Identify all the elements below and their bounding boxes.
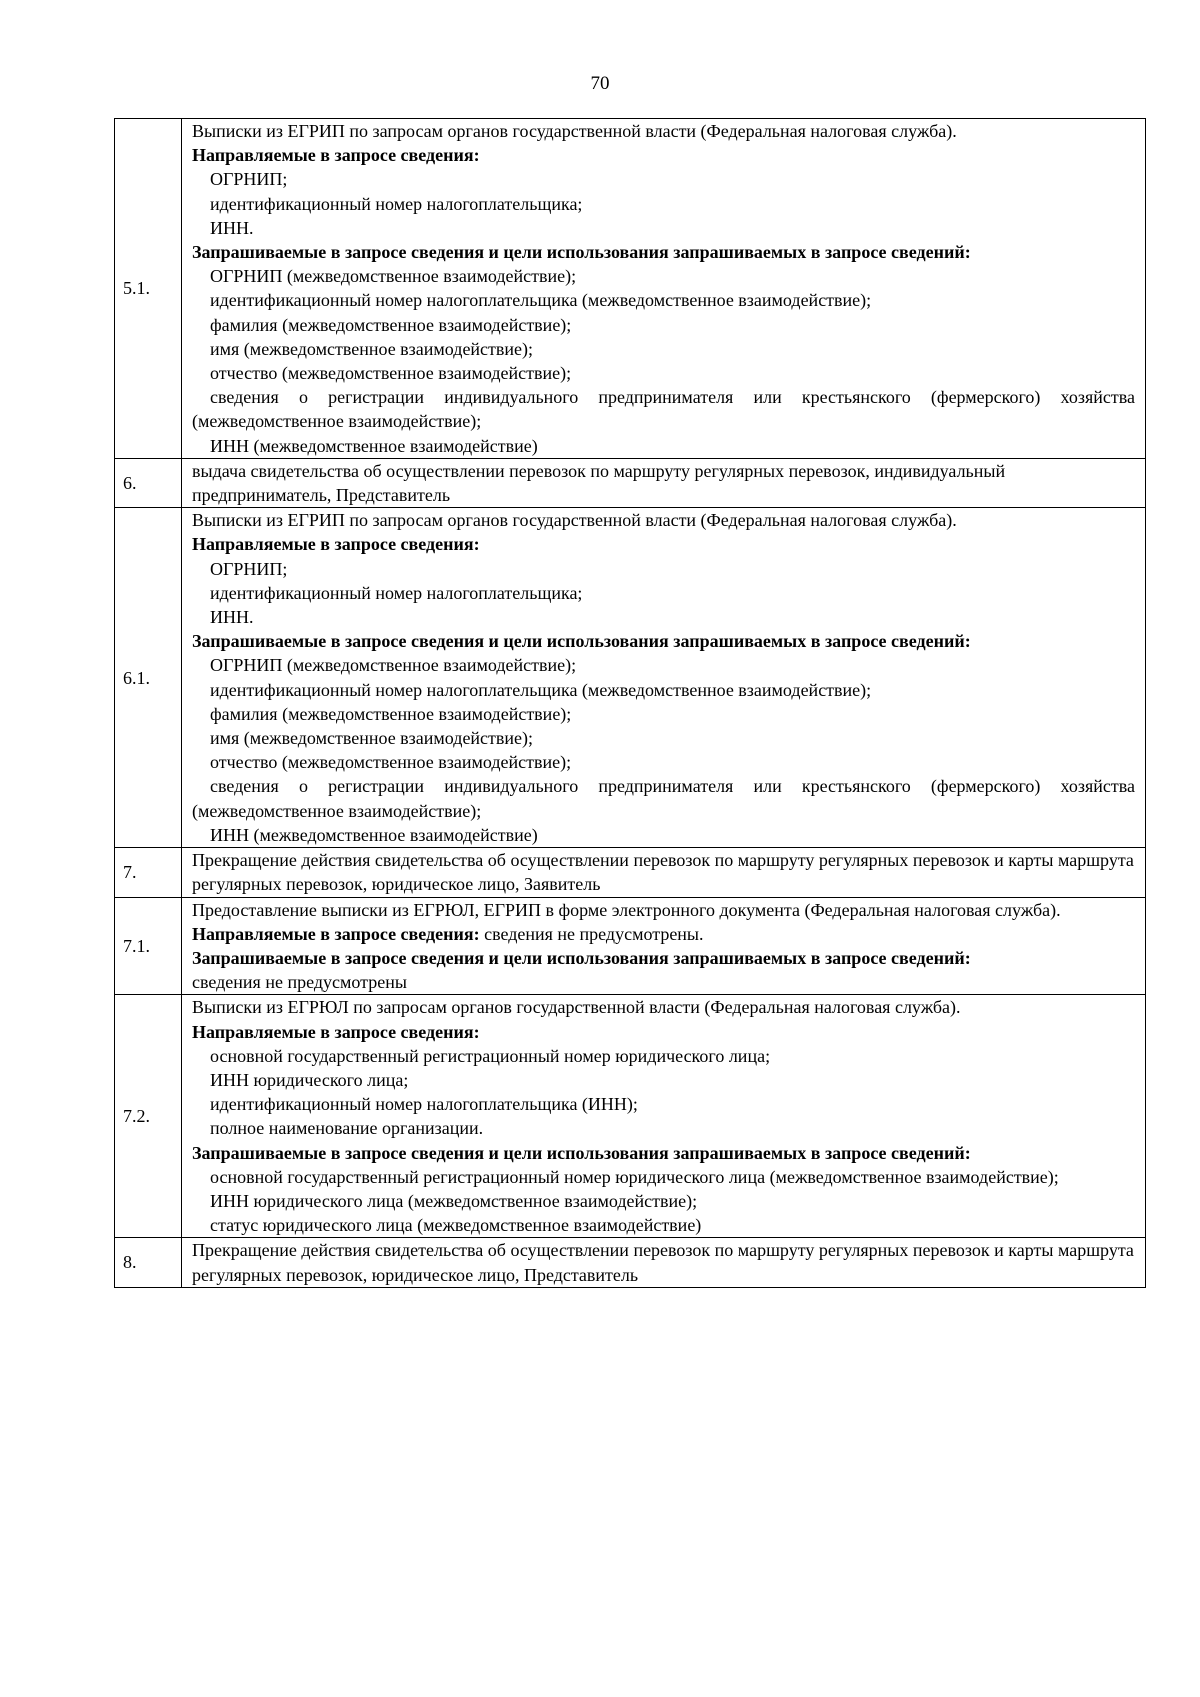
content-line xyxy=(192,922,1135,946)
content-line: Прекращение действия свидетельства об осуществлении перевозок по маршруту регулярных перевозок и карты маршрута регулярных перевозок, юридическое лицо, Представитель xyxy=(192,1240,1134,1285)
content-line: Предоставление выписки из ЕГРЮЛ, ЕГРИП в форме электронного документа (Федеральная налоговая служба). xyxy=(192,899,1061,920)
row-content xyxy=(182,848,1146,897)
row-number: 7.2. xyxy=(115,995,182,1238)
section-heading: Направляемые в запросе сведения: xyxy=(192,534,480,555)
content-line: сведения не предусмотрены xyxy=(192,972,407,993)
row-number: 7. xyxy=(115,848,182,897)
row-number: 8. xyxy=(115,1238,182,1287)
section-heading: Направляемые в запросе сведения: xyxy=(192,1021,480,1042)
row-number: 5.1. xyxy=(115,119,182,459)
content-line: Выписки из ЕГРИП по запросам органов государственной власти (Федеральная налоговая служба). xyxy=(192,510,957,531)
content-text: сведения не предусмотрены. xyxy=(484,923,704,944)
row-content xyxy=(182,1238,1146,1287)
table-body xyxy=(115,119,1146,1288)
row-number: 6.1. xyxy=(115,508,182,848)
list-item: идентификационный номер налогоплательщика (ИНН); xyxy=(210,1094,638,1115)
table-row xyxy=(115,458,1146,507)
list-item: ОГРНИП (межведомственное взаимодействие); xyxy=(210,266,577,287)
section-heading: Запрашиваемые в запросе сведения и цели использования запрашиваемых в запросе сведений: xyxy=(192,242,971,263)
list-item: ИНН. xyxy=(210,607,254,628)
content-line: Прекращение действия свидетельства об осуществлении перевозок по маршруту регулярных перевозок и карты маршрута регулярных перевозок, юридическое лицо, Заявитель xyxy=(192,850,1134,895)
page-number: 70 xyxy=(590,73,610,94)
list-item: ИНН (межведомственное взаимодействие) xyxy=(210,824,538,845)
list-item: идентификационный номер налогоплательщика; xyxy=(210,582,583,603)
table-row xyxy=(115,119,1146,459)
row-content xyxy=(182,508,1146,848)
section-heading: Запрашиваемые в запросе сведения и цели использования запрашиваемых в запросе сведений: xyxy=(192,631,971,652)
list-item: полное наименование организации. xyxy=(210,1118,484,1139)
table-row xyxy=(115,897,1146,995)
table-row xyxy=(115,848,1146,897)
content-line: Выписки из ЕГРЮЛ по запросам органов государственной власти (Федеральная налоговая служба). xyxy=(192,997,961,1018)
list-item: идентификационный номер налогоплательщика; xyxy=(210,193,583,214)
list-item: идентификационный номер налогоплательщика (межведомственное взаимодействие); xyxy=(210,290,872,311)
list-item: ОГРНИП (межведомственное взаимодействие); xyxy=(210,655,577,676)
row-number: 7.1. xyxy=(115,897,182,995)
list-item: ИНН юридического лица (межведомственное взаимодействие); xyxy=(210,1190,698,1211)
list-item: фамилия (межведомственное взаимодействие); xyxy=(210,314,572,335)
section-heading: Запрашиваемые в запросе сведения и цели использования запрашиваемых в запросе сведений: xyxy=(192,947,971,968)
requests-table xyxy=(114,118,1146,1288)
list-item: ИНН юридического лица; xyxy=(210,1069,409,1090)
section-heading: Запрашиваемые в запросе сведения и цели использования запрашиваемых в запросе сведений: xyxy=(192,1142,971,1163)
list-item: сведения о регистрации индивидуального предпринимателя или крестьянского (фермерского) хозяйства (межведомственное взаимодействие); xyxy=(192,776,1135,821)
list-item: ИНН. xyxy=(210,217,254,238)
list-item: фамилия (межведомственное взаимодействие); xyxy=(210,703,572,724)
list-item: сведения о регистрации индивидуального предпринимателя или крестьянского (фермерского) хозяйства (межведомственное взаимодействие); xyxy=(192,387,1135,432)
list-item: статус юридического лица (межведомственное взаимодействие) xyxy=(210,1215,702,1236)
list-item: отчество (межведомственное взаимодействие); xyxy=(210,363,572,384)
content-line: Выписки из ЕГРИП по запросам органов государственной власти (Федеральная налоговая служба). xyxy=(192,121,957,141)
table-row xyxy=(115,995,1146,1238)
list-item: основной государственный регистрационный номер юридического лица; xyxy=(210,1045,771,1066)
content-line: выдача свидетельства об осуществлении перевозок по маршруту регулярных перевозок, индивидуальный предприниматель, Представитель xyxy=(192,460,1006,506)
row-content xyxy=(182,119,1146,459)
list-item: имя (межведомственное взаимодействие); xyxy=(210,338,534,359)
list-item: имя (межведомственное взаимодействие); xyxy=(210,728,534,749)
section-heading: Направляемые в запросе сведения: xyxy=(192,145,480,166)
table-row xyxy=(115,1238,1146,1287)
row-content xyxy=(182,897,1146,995)
table-row xyxy=(115,508,1146,848)
row-number: 6. xyxy=(115,458,182,507)
row-content xyxy=(182,995,1146,1238)
list-item: отчество (межведомственное взаимодействие); xyxy=(210,752,572,773)
section-heading: Направляемые в запросе сведения: xyxy=(192,923,480,944)
row-content xyxy=(182,458,1146,507)
list-item: ОГРНИП; xyxy=(210,169,288,190)
list-item: ОГРНИП; xyxy=(210,558,288,579)
list-item: ИНН (межведомственное взаимодействие) xyxy=(210,435,538,456)
list-item: идентификационный номер налогоплательщика (межведомственное взаимодействие); xyxy=(210,679,872,700)
list-item: основной государственный регистрационный номер юридического лица (межведомственное взаимодействие); xyxy=(210,1166,1059,1187)
